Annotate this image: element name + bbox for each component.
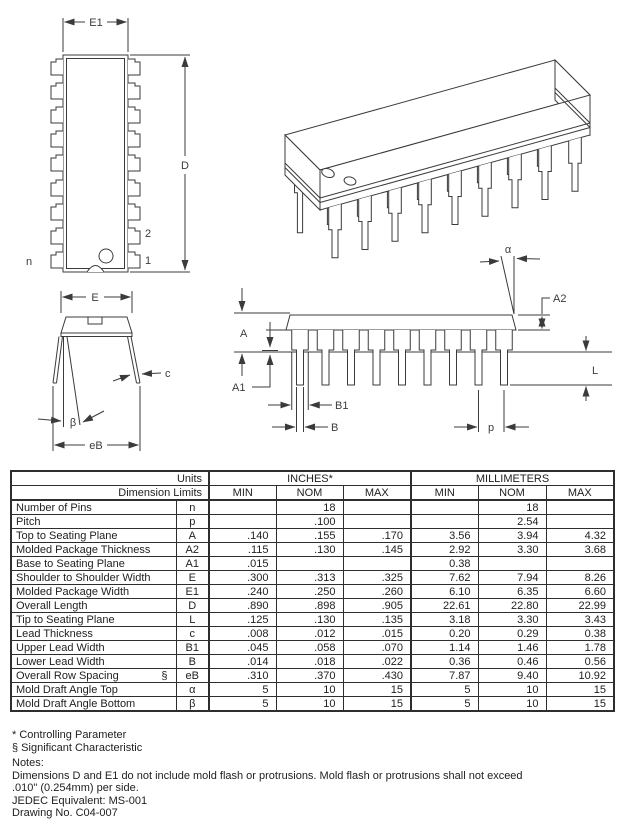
dimension-value-cell: 6.35 [478,585,546,599]
dimension-value-cell: 6.60 [546,585,614,599]
dimension-value-cell: 2.92 [411,543,478,557]
millimeters-header: MILLIMETERS [411,471,614,486]
note-line-1: Dimensions D and E1 do not include mold flash or protrusions. Mold flash or protrusions shall not exceed [12,769,523,782]
dim-label-eb: eB [89,440,103,452]
dimension-value-cell: .045 [209,641,276,655]
dim-label-a: A [240,328,248,340]
dimension-value-cell: .008 [209,627,276,641]
col-header-max: MAX [343,486,411,501]
dimension-value-cell: .370 [276,669,343,683]
col-header-nom: NOM [478,486,546,501]
dim-label-e1: E1 [89,17,103,29]
dimension-name-cell: Upper Lead Width [11,641,176,655]
dimension-value-cell [209,500,276,515]
dimension-value-cell: .898 [276,599,343,613]
dimension-value-cell: .250 [276,585,343,599]
dimension-value-cell: 9.40 [478,669,546,683]
table-row [11,543,614,557]
dimension-value-cell: .325 [343,571,411,585]
dimension-value-cell: 3.56 [411,529,478,543]
dimension-value-cell: 22.61 [411,599,478,613]
dimension-symbol-cell: eB [176,669,209,683]
side-view-leads [292,330,513,385]
dimension-value-cell: 10 [478,683,546,697]
dimension-value-cell: 8.26 [546,571,614,585]
dimension-value-cell: 22.80 [478,599,546,613]
dimension-symbol-cell: L [176,613,209,627]
dimension-symbol-cell: B1 [176,641,209,655]
dimension-symbol-cell: p [176,515,209,529]
dimension-value-cell [343,515,411,529]
dimension-value-cell: 6.10 [411,585,478,599]
dimension-value-cell: .145 [343,543,411,557]
drawing-number: Drawing No. C04-007 [12,807,118,819]
end-view-drawing [28,283,213,455]
inches-header: INCHES* [209,471,411,486]
dimension-value-cell [343,500,411,515]
table-row [11,529,614,543]
table-row [11,599,614,613]
note-line-2: .010" (0.254mm) per side. [12,782,139,794]
dim-label-a2: A2 [553,293,567,305]
dimension-symbol-cell: n [176,500,209,515]
dimension-value-cell [343,557,411,571]
dimension-value-cell: 5 [209,697,276,712]
dimension-value-cell: 22.99 [546,599,614,613]
dimension-name-cell: Shoulder to Shoulder Width [11,571,176,585]
dimension-value-cell: 7.87 [411,669,478,683]
dimension-value-cell: .310 [209,669,276,683]
dimension-value-cell: 7.94 [478,571,546,585]
dimension-value-cell [209,515,276,529]
dimension-value-cell: 4.32 [546,529,614,543]
dimension-value-cell: 0.56 [546,655,614,669]
dimension-value-cell: .015 [209,557,276,571]
dimension-value-cell [411,500,478,515]
dim-label-beta: β [69,417,77,429]
table-row [11,641,614,655]
dimension-value-cell: .125 [209,613,276,627]
dimension-value-cell [546,557,614,571]
dimension-name-cell: Lower Lead Width [11,655,176,669]
table-row [11,613,614,627]
dimension-name-cell: Pitch [11,515,176,529]
dimension-name-cell: Top to Seating Plane [11,529,176,543]
dimension-value-cell: 1.14 [411,641,478,655]
dim-label-p: p [487,422,495,434]
dimension-symbol-cell: E [176,571,209,585]
dimension-value-cell: .014 [209,655,276,669]
dimension-value-cell: 1.46 [478,641,546,655]
dimension-value-cell: .018 [276,655,343,669]
dimension-value-cell: .140 [209,529,276,543]
dimension-value-cell: .115 [209,543,276,557]
pin-label-2: 2 [145,228,152,240]
dimension-value-cell: .155 [276,529,343,543]
top-view-drawing [18,8,218,286]
dimension-value-cell [546,515,614,529]
dimension-value-cell: 15 [343,683,411,697]
top-view-right-pins [128,59,140,268]
top-view-left-pins [51,59,63,268]
table-row [11,500,614,515]
dimension-symbol-cell: D [176,599,209,613]
jedec-equivalent: JEDEC Equivalent: MS-001 [12,794,148,807]
dimension-value-cell: 0.36 [411,655,478,669]
dimension-value-cell: 5 [411,683,478,697]
units-header: Units [11,471,209,486]
dimension-value-cell: 0.29 [478,627,546,641]
col-header-min: MIN [209,486,276,501]
dimension-value-cell: .070 [343,641,411,655]
dimension-value-cell: .170 [343,529,411,543]
table-row [11,627,614,641]
footnote-controlling-parameter: * Controlling Parameter [12,729,127,741]
dimension-value-cell: 3.30 [478,543,546,557]
dimension-value-cell: .260 [343,585,411,599]
dimension-value-cell: .100 [276,515,343,529]
dim-label-b: B [331,422,339,434]
dim-label-e: E [91,292,99,304]
dimension-value-cell: .015 [343,627,411,641]
dimension-value-cell: .240 [209,585,276,599]
table-row [11,655,614,669]
table-row [11,683,614,697]
dim-label-a1: A1 [232,382,246,394]
dimension-value-cell: 10 [276,683,343,697]
pin-label-n: n [26,256,33,268]
dimension-value-cell: 15 [546,683,614,697]
table-row [11,557,614,571]
dimension-value-cell: 3.30 [478,613,546,627]
dimension-value-cell [546,500,614,515]
dimension-name-cell: Lead Thickness [11,627,176,641]
dimension-value-cell: 15 [343,697,411,712]
dimension-name-cell: Mold Draft Angle Bottom [11,697,176,712]
dimension-limits-header: Dimension Limits [11,486,209,501]
dimension-value-cell: .058 [276,641,343,655]
pin-label-1: 1 [145,255,152,267]
dimension-symbol-cell: α [176,683,209,697]
dimension-name-cell: Number of Pins [11,500,176,515]
dimension-symbol-cell: β [176,697,209,712]
dimension-value-cell: .022 [343,655,411,669]
dimension-value-cell: 7.62 [411,571,478,585]
dimension-name-cell: Base to Seating Plane [11,557,176,571]
col-header-nom: NOM [276,486,343,501]
dimension-value-cell: 2.54 [478,515,546,529]
isometric-view-drawing [262,42,607,262]
dimension-value-cell: 0.20 [411,627,478,641]
dimension-symbol-cell: A [176,529,209,543]
dimension-value-cell: 0.38 [411,557,478,571]
dimension-symbol-cell: A2 [176,543,209,557]
dimension-value-cell: 0.38 [546,627,614,641]
dimension-name-cell: Mold Draft Angle Top [11,683,176,697]
dimension-name-cell: Overall Length [11,599,176,613]
dimension-name-cell: Overall Row Spacing § [11,669,176,683]
table-row [11,515,614,529]
dim-label-c: c [165,368,171,380]
dimension-table-body [11,500,614,711]
dimension-symbol-cell: E1 [176,585,209,599]
dimension-value-cell: .300 [209,571,276,585]
dimension-value-cell: 5 [209,683,276,697]
dimension-value-cell: .430 [343,669,411,683]
dim-label-d: D [181,160,189,172]
dimension-name-cell: Molded Package Thickness [11,543,176,557]
dimension-value-cell: 3.94 [478,529,546,543]
dimension-value-cell: .313 [276,571,343,585]
pin1-indicator-dot [99,249,113,263]
table-row [11,585,614,599]
dimension-value-cell: 18 [276,500,343,515]
dimension-table [10,470,615,712]
table-row [11,571,614,585]
dimension-value-cell: .905 [343,599,411,613]
dimension-symbol-cell: A1 [176,557,209,571]
dim-label-b1: B1 [335,400,349,412]
notes-section [12,729,523,820]
dimension-value-cell: 1.78 [546,641,614,655]
dimension-value-cell: 15 [546,697,614,712]
dimension-value-cell [276,557,343,571]
dimension-value-cell: 3.43 [546,613,614,627]
dimension-value-cell: 0.46 [478,655,546,669]
dimension-symbol-cell: c [176,627,209,641]
dim-label-l: L [592,365,599,377]
dimension-value-cell: 10.92 [546,669,614,683]
dimension-name-cell: Tip to Seating Plane [11,613,176,627]
dimension-value-cell: 3.18 [411,613,478,627]
dimension-value-cell: .890 [209,599,276,613]
dimension-value-cell [478,557,546,571]
dimension-value-cell: 5 [411,697,478,712]
table-row [11,697,614,712]
dimension-value-cell: .012 [276,627,343,641]
side-view-drawing [228,240,620,455]
col-header-max: MAX [546,486,614,501]
dimension-value-cell: .135 [343,613,411,627]
dimension-value-cell: 10 [478,697,546,712]
dimension-symbol-cell: B [176,655,209,669]
dimension-value-cell: .130 [276,543,343,557]
dimension-name-cell: Molded Package Width [11,585,176,599]
table-row [11,669,614,683]
dimension-value-cell: 18 [478,500,546,515]
dimension-value-cell: .130 [276,613,343,627]
footnote-significant-characteristic: § Significant Characteristic [12,741,143,754]
dimension-value-cell: 10 [276,697,343,712]
col-header-min: MIN [411,486,478,501]
dim-label-alpha: α [504,244,512,256]
dimension-value-cell: 3.68 [546,543,614,557]
notes-label: Notes: [12,757,44,769]
dimension-value-cell [411,515,478,529]
